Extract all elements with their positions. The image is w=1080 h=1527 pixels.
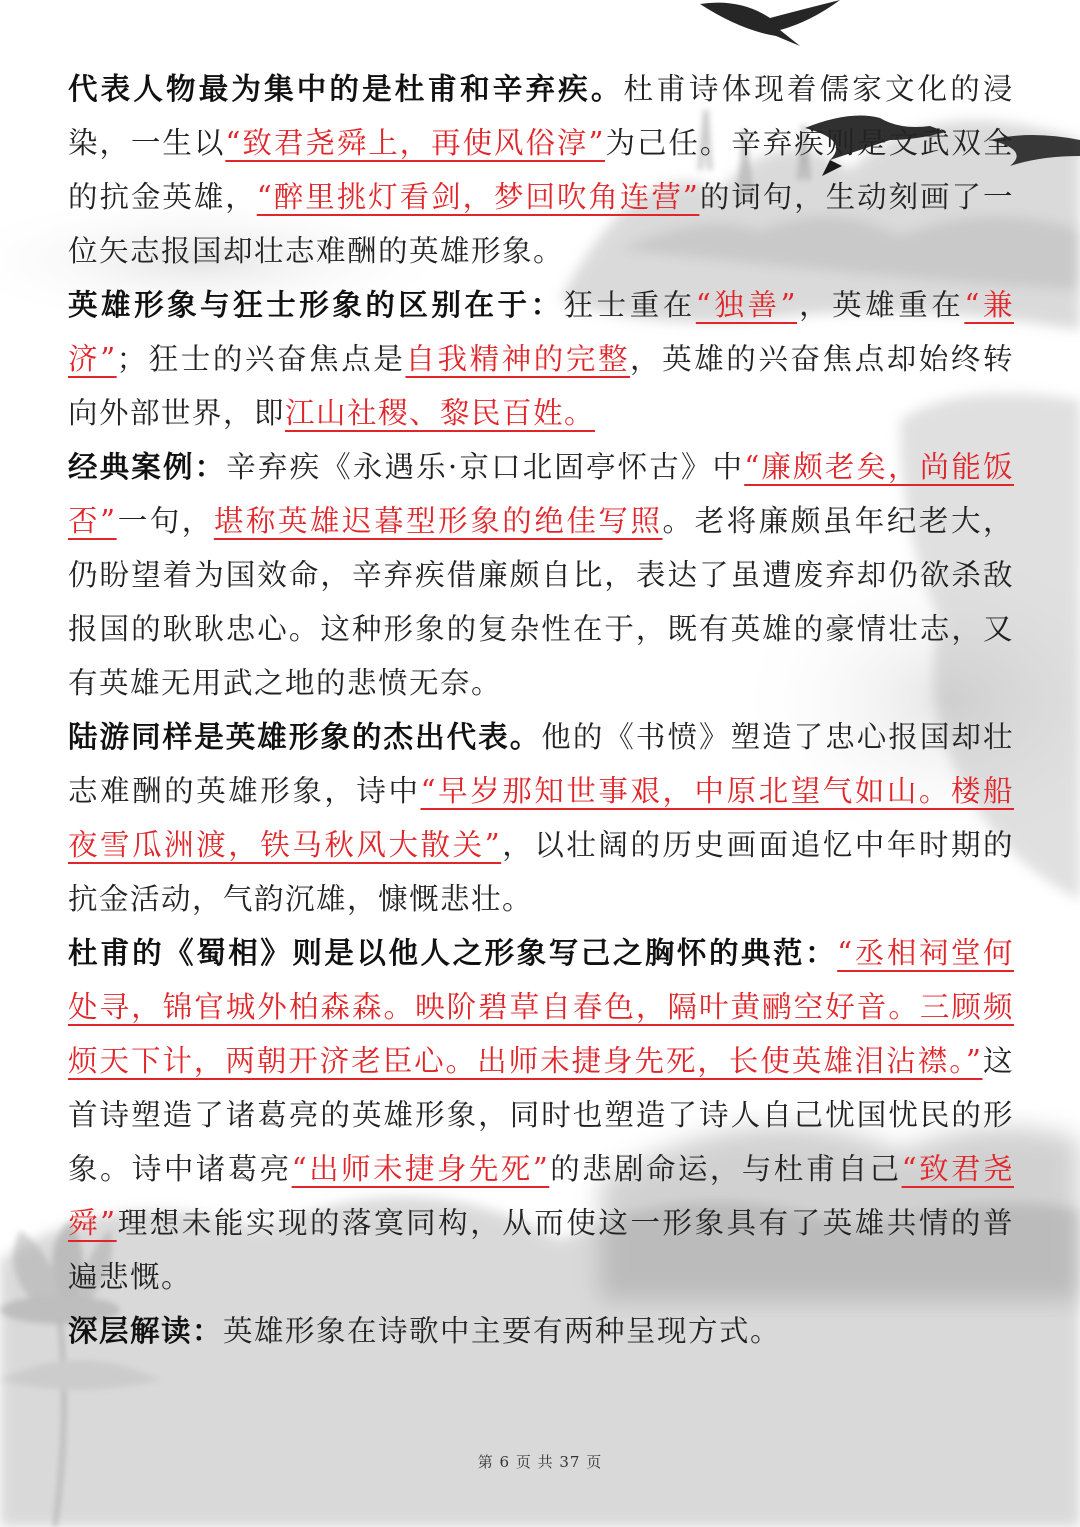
- footer-suffix: 页: [586, 1453, 603, 1471]
- paragraph-lu-you: [68, 710, 1014, 926]
- paragraph-shu-xiang: [68, 926, 1014, 1304]
- document-body: [68, 62, 1014, 1358]
- paragraph-du-fu-xin-qiji: [68, 62, 1014, 278]
- text-run: ，英雄重在: [797, 288, 965, 322]
- highlight-quote: “早岁那知世事艰，中原北望气如山。楼船夜雪瓜洲渡，铁马秋风大散关”: [68, 774, 1014, 862]
- text-run: 。老将廉颇虽年纪老大，仍盼望着为国效命，辛弃疾借廉颇自比，表达了虽遭废弃却仍欲杀敌报国的耿耿忠心。这种形象的复杂性在于，既有英雄的豪情壮志，又有英雄无用武之地的悲愤无奈。: [68, 504, 1014, 700]
- highlight-phrase: 江山社稷、黎民百姓。: [285, 396, 596, 430]
- paragraph-lead: 英雄形象与狂士形象的区别在于：: [68, 287, 564, 322]
- highlight-quote: “出师未捷身先死”: [291, 1152, 550, 1186]
- highlight-quote: “兼济”: [68, 288, 1014, 376]
- paragraph-lead: 经典案例：: [68, 449, 227, 484]
- text-run: 为己任。辛弃疾则是文武双全的抗金英雄，: [68, 126, 1014, 214]
- footer-middle: 页 共: [515, 1453, 554, 1471]
- highlight-phrase: 自我精神的完整: [405, 342, 631, 376]
- highlight-quote: “致君尧舜上，再使风俗淳”: [225, 126, 605, 160]
- paragraph-lead: 陆游同样是英雄形象的杰出代表。: [68, 719, 542, 754]
- text-run: 他的《书愤》塑造了忠心报国却壮志难酬的英雄形象，诗中: [68, 720, 1014, 808]
- paragraph-deep-reading: [68, 1304, 1014, 1358]
- page-number: 6: [499, 1453, 511, 1471]
- page-footer: [0, 1451, 1080, 1472]
- highlight-quote: “丞相祠堂何处寻，锦官城外柏森森。映阶碧草自春色，隔叶黄鹂空好音。三顾频烦天下计，两朝开济老臣心。出师未捷身先死，长使英雄泪沾襟。”: [68, 936, 1014, 1078]
- text-run: 辛弃疾《永遇乐·京口北固亭怀古》中: [226, 450, 745, 484]
- highlight-quote: “廉颇老矣，尚能饭否”: [68, 450, 1014, 538]
- text-run: ；狂士的兴奋焦点是: [116, 342, 406, 376]
- text-run: 理想未能实现的落寞同构，从而使这一形象具有了英雄共情的普遍悲慨。: [68, 1206, 1014, 1294]
- paragraph-lead: 杜甫的《蜀相》则是以他人之形象写己之胸怀的典范：: [68, 935, 838, 970]
- text-run: 英雄形象在诗歌中主要有两种呈现方式。: [223, 1314, 782, 1348]
- paragraph-lead: 代表人物最为集中的是杜甫和辛弃疾。: [68, 71, 624, 106]
- paragraph-classic-case: [68, 440, 1014, 710]
- total-pages: 37: [559, 1453, 581, 1471]
- text-run: 杜甫诗体现着儒家文化的浸染，一生以: [68, 72, 1014, 160]
- paragraph-lead: 深层解读：: [68, 1313, 224, 1348]
- highlight-quote: “致君尧舜”: [68, 1152, 1014, 1240]
- text-run: ，英雄的兴奋焦点却始终转向外部世界，即: [68, 342, 1014, 430]
- highlight-quote: “独善”: [695, 288, 798, 322]
- footer-prefix: 第: [477, 1453, 494, 1471]
- paragraph-hero-vs-madman: [68, 278, 1014, 440]
- text-run: 的词句，生动刻画了一位矢志报国却壮志难酬的英雄形象。: [68, 180, 1014, 268]
- text-run: 一句，: [116, 504, 214, 538]
- text-run: 狂士重在: [563, 288, 696, 322]
- text-run: 这首诗塑造了诸葛亮的英雄形象，同时也塑造了诗人自己忧国忧民的形象。诗中诸葛亮: [68, 1044, 1014, 1186]
- highlight-quote: “醉里挑灯看剑，梦回吹角连营”: [256, 180, 700, 214]
- highlight-phrase: 堪称英雄迟暮型形象的绝佳写照: [213, 504, 663, 538]
- text-run: ，以壮阔的历史画面追忆中年时期的抗金活动，气韵沉雄，慷慨悲壮。: [68, 828, 1014, 916]
- text-run: 的悲剧命运，与杜甫自己: [549, 1152, 902, 1186]
